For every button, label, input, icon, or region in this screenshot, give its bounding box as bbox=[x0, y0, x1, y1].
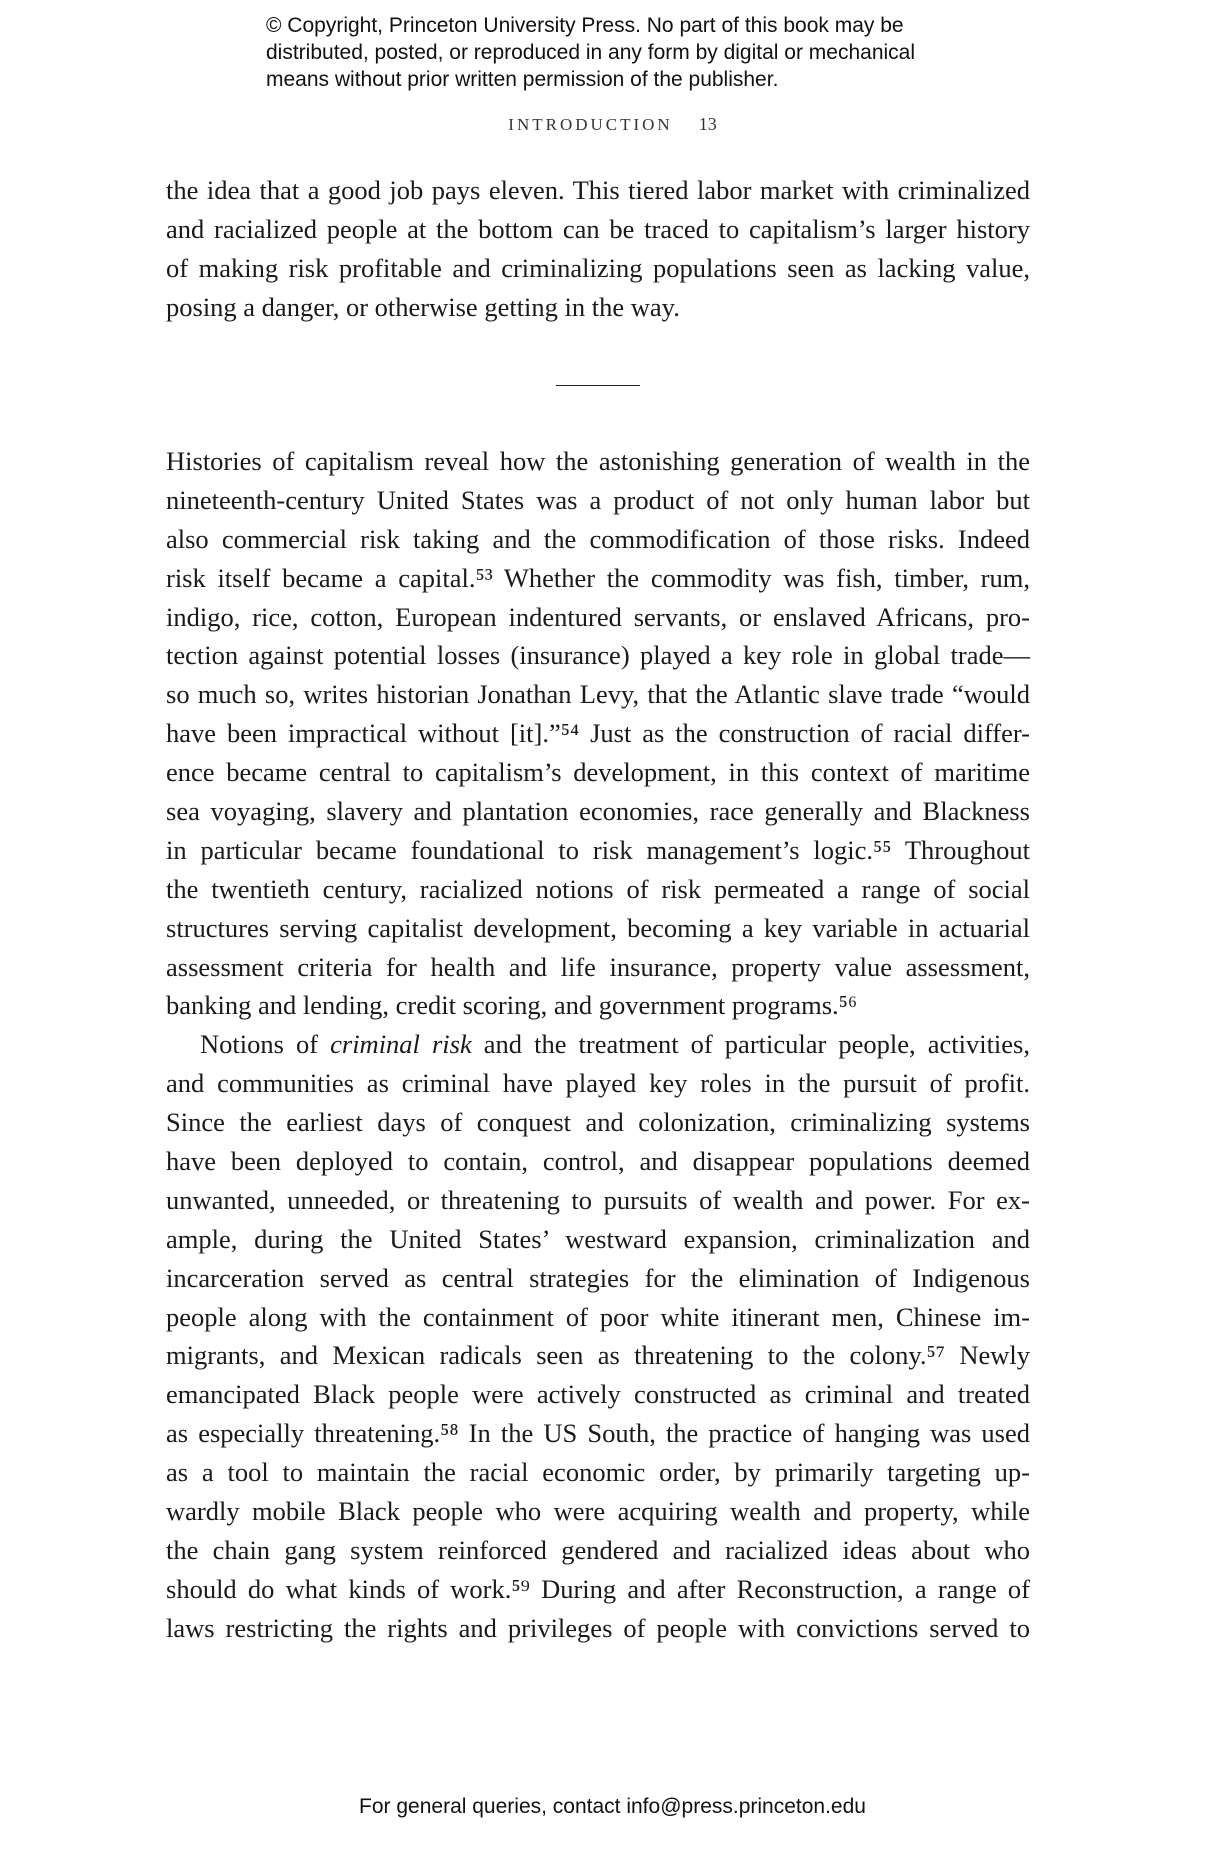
text-line: migrants, and Mexican radicals seen as threatening to the colony.⁵⁷ Newly bbox=[166, 1340, 1030, 1371]
text-block-main bbox=[166, 442, 1030, 1648]
text-line: so much so, writes historian Jonathan Levy, that the Atlantic slave trade “would bbox=[166, 679, 1030, 710]
text-line: as especially threatening.⁵⁸ In the US South, the practice of hanging was used bbox=[166, 1418, 1030, 1449]
text-line: ample, during the United States’ westward expansion, criminalization and bbox=[166, 1223, 1030, 1254]
text-line: incarceration served as central strategies for the elimination of Indigenous bbox=[166, 1262, 1030, 1293]
footer-contact: For general queries, contact info@press.princeton.edu bbox=[359, 1795, 866, 1818]
text-line: posing a danger, or otherwise getting in the way. bbox=[166, 291, 680, 322]
copyright-line: © Copyright, Princeton University Press. No part of this book may be bbox=[266, 14, 904, 37]
text-line: have been deployed to contain, control, and disappear populations deemed bbox=[166, 1146, 1030, 1177]
text-line: unwanted, unneeded, or threatening to pursuits of wealth and power. For ex- bbox=[166, 1184, 1030, 1215]
text-line-first bbox=[166, 1025, 1030, 1064]
text-line: assessment criteria for health and life insurance, property value assessment, bbox=[166, 951, 1030, 982]
text-run: and the treatment of particular people, activities, bbox=[471, 1029, 1030, 1060]
text-line: the chain gang system reinforced gendered and racialized ideas about who bbox=[166, 1534, 1030, 1565]
copyright-notice bbox=[266, 12, 986, 93]
copyright-line: distributed, posted, or reproduced in any form by digital or mechanical bbox=[266, 41, 916, 64]
text-line: the idea that a good job pays eleven. This tiered labor market with criminalized bbox=[166, 175, 1030, 205]
text-line: also commercial risk taking and the commodification of those risks. Indeed bbox=[166, 523, 1030, 554]
text-line: Since the earliest days of conquest and colonization, criminalizing systems bbox=[166, 1107, 1030, 1138]
text-block-top bbox=[166, 171, 1030, 327]
text-line: as a tool to maintain the racial economic order, by primarily targeting up- bbox=[166, 1457, 1030, 1488]
text-line: the twentieth century, racialized notions of risk permeated a range of social bbox=[166, 873, 1030, 904]
text-line: nineteenth-century United States was a product of not only human labor but bbox=[166, 484, 1030, 515]
text-line: structures serving capitalist development, becoming a key variable in actuarial bbox=[166, 912, 1030, 943]
running-head bbox=[0, 114, 1225, 135]
text-line: have been impractical without [it].”⁵⁴ Just as the construction of racial differ- bbox=[166, 718, 1030, 749]
text-line: should do what kinds of work.⁵⁹ During and after Reconstruction, a range of bbox=[166, 1573, 1030, 1604]
text-line: laws restricting the rights and privileges of people with convictions served to bbox=[166, 1612, 1030, 1643]
text-line: indigo, rice, cotton, European indentured servants, or enslaved Africans, pro- bbox=[166, 601, 1030, 632]
section-divider bbox=[556, 385, 640, 386]
text-line: wardly mobile Black people who were acquiring wealth and property, while bbox=[166, 1496, 1030, 1527]
text-line: tection against potential losses (insurance) played a key role in global trade— bbox=[166, 640, 1030, 671]
text-line: and racialized people at the bottom can be traced to capitalism’s larger history bbox=[166, 213, 1030, 244]
page-number: 13 bbox=[698, 114, 717, 134]
text-line: emancipated Black people were actively constructed as criminal and treated bbox=[166, 1379, 1030, 1410]
copyright-line: means without prior written permission of the publisher. bbox=[266, 68, 779, 91]
text-line: of making risk profitable and criminalizing populations seen as lacking value, bbox=[166, 252, 1030, 283]
section-title: INTRODUCTION bbox=[508, 115, 673, 134]
text-line: Histories of capitalism reveal how the astonishing generation of wealth in the bbox=[166, 446, 1030, 476]
text-line: ence became central to capitalism’s development, in this context of maritime bbox=[166, 757, 1030, 788]
text-line: sea voyaging, slavery and plantation economies, race generally and Blackness bbox=[166, 796, 1030, 827]
text-line: banking and lending, credit scoring, and government programs.⁵⁶ bbox=[166, 990, 858, 1021]
text-line: risk itself became a capital.⁵³ Whether the commodity was fish, timber, rum, bbox=[166, 562, 1030, 593]
text-line: and communities as criminal have played key roles in the pursuit of profit. bbox=[166, 1068, 1030, 1099]
text-line: in particular became foundational to risk management’s logic.⁵⁵ Throughout bbox=[166, 834, 1030, 865]
text-line: people along with the containment of poor white itinerant men, Chinese im- bbox=[166, 1301, 1030, 1332]
italic-term: criminal risk bbox=[330, 1029, 472, 1060]
text-run: Notions of bbox=[200, 1029, 331, 1060]
